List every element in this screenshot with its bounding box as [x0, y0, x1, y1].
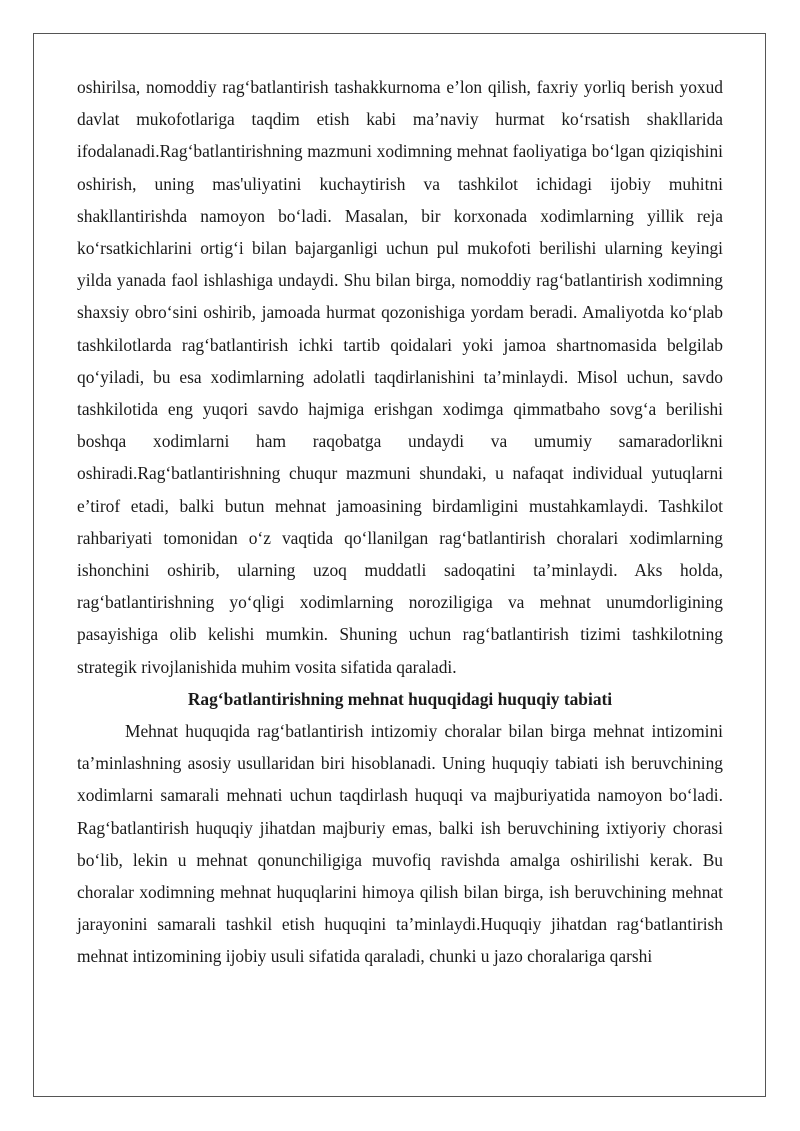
body-paragraph: Mehnat huquqida rag‘batlantirish intizomiy choralar bilan birga mehnat intizomini ta’minlashning asosiy usullaridan biri hisoblanadi. Uning huquqiy tabiati ish beruvchining xodimlarni samarali mehnati uchun taqdirlash huquqi va majburiyatida namoyon bo‘ladi. Rag‘batlantirish huquqiy jihatdan majburiy emas, balki ish beruvchining ixtiyoriy chorasi bo‘lib, lekin u mehnat qonunchiligiga muvofiq ravishda amalga oshirilishi kerak. Bu choralar xodimning mehnat huquqlarini himoya qilish bilan birga, ish beruvchining mehnat jarayonini samarali tashkil etish huquqini ta’minlaydi.Huquqiy jihatdan rag‘batlantirish mehnat intizomining ijobiy usuli sifatida qaraladi, chunki u jazo choralariga qarshi [77, 721, 723, 967]
body-paragraph: oshirilsa, nomoddiy rag‘batlantirish tashakkurnoma e’lon qilish, faxriy yorliq berish yoxud davlat mukofotlariga taqdim etish kabi ma’naviy hurmat ko‘rsatish shakllarida ifodalanadi.Rag‘batlantirishning mazmuni xodimning mehnat faoliyatiga bo‘lgan qiziqishini oshirish, uning mas'uliyatini kuchaytirish va tashkilot ichidagi ijobiy muhitni shakllantirishda namoyon bo‘ladi. Masalan, bir korxonada xodimlarning yillik reja ko‘rsatkichlarini ortig‘i bilan bajarganligi uchun pul mukofoti berilishi ularning keyingi yilda yanada faol ishlashiga undaydi. Shu bilan birga, nomoddiy rag‘batlantirish xodimning shaxsiy obro‘sini oshirib, jamoada hurmat qozonishiga yordam beradi. Amaliyotda ko‘plab tashkilotlarda rag‘batlantirish ichki tartib qoidalari yoki jamoa shartnomasida belgilab qo‘yiladi, bu esa xodimlarning adolatli taqdirlanishini ta’minlaydi. Misol uchun, savdo tashkilotida eng yuqori savdo hajmiga erishgan xodimga qimmatbaho sovg‘a berilishi boshqa xodimlarni ham raqobatga undaydi va umumiy samaradorlikni oshiradi.Rag‘batlantirishning chuqur mazmuni shundaki, u nafaqat individual yutuqlarni e’tirof etadi, balki butun mehnat jamoasining birdamligini mustahkamlaydi. Tashkilot rahbariyati tomonidan o‘z vaqtida qo‘llanilgan rag‘batlantirish choralari xodimlarning ishonchini oshirib, ularning uzoq muddatli sadoqatini ta’minlaydi. Aks holda, rag‘batlantirishning yo‘qligi xodimlarning noroziligiga va mehnat unumdorligining pasayishiga olib kelishi mumkin. Shuning uchun rag‘batlantirish tizimi tashkilotning strategik rivojlanishida muhim vosita sifatida qaraladi. [77, 77, 723, 677]
section-heading: Rag‘batlantirishning mehnat huquqidagi huquqiy tabiati [187, 688, 613, 709]
document-body [77, 71, 723, 973]
